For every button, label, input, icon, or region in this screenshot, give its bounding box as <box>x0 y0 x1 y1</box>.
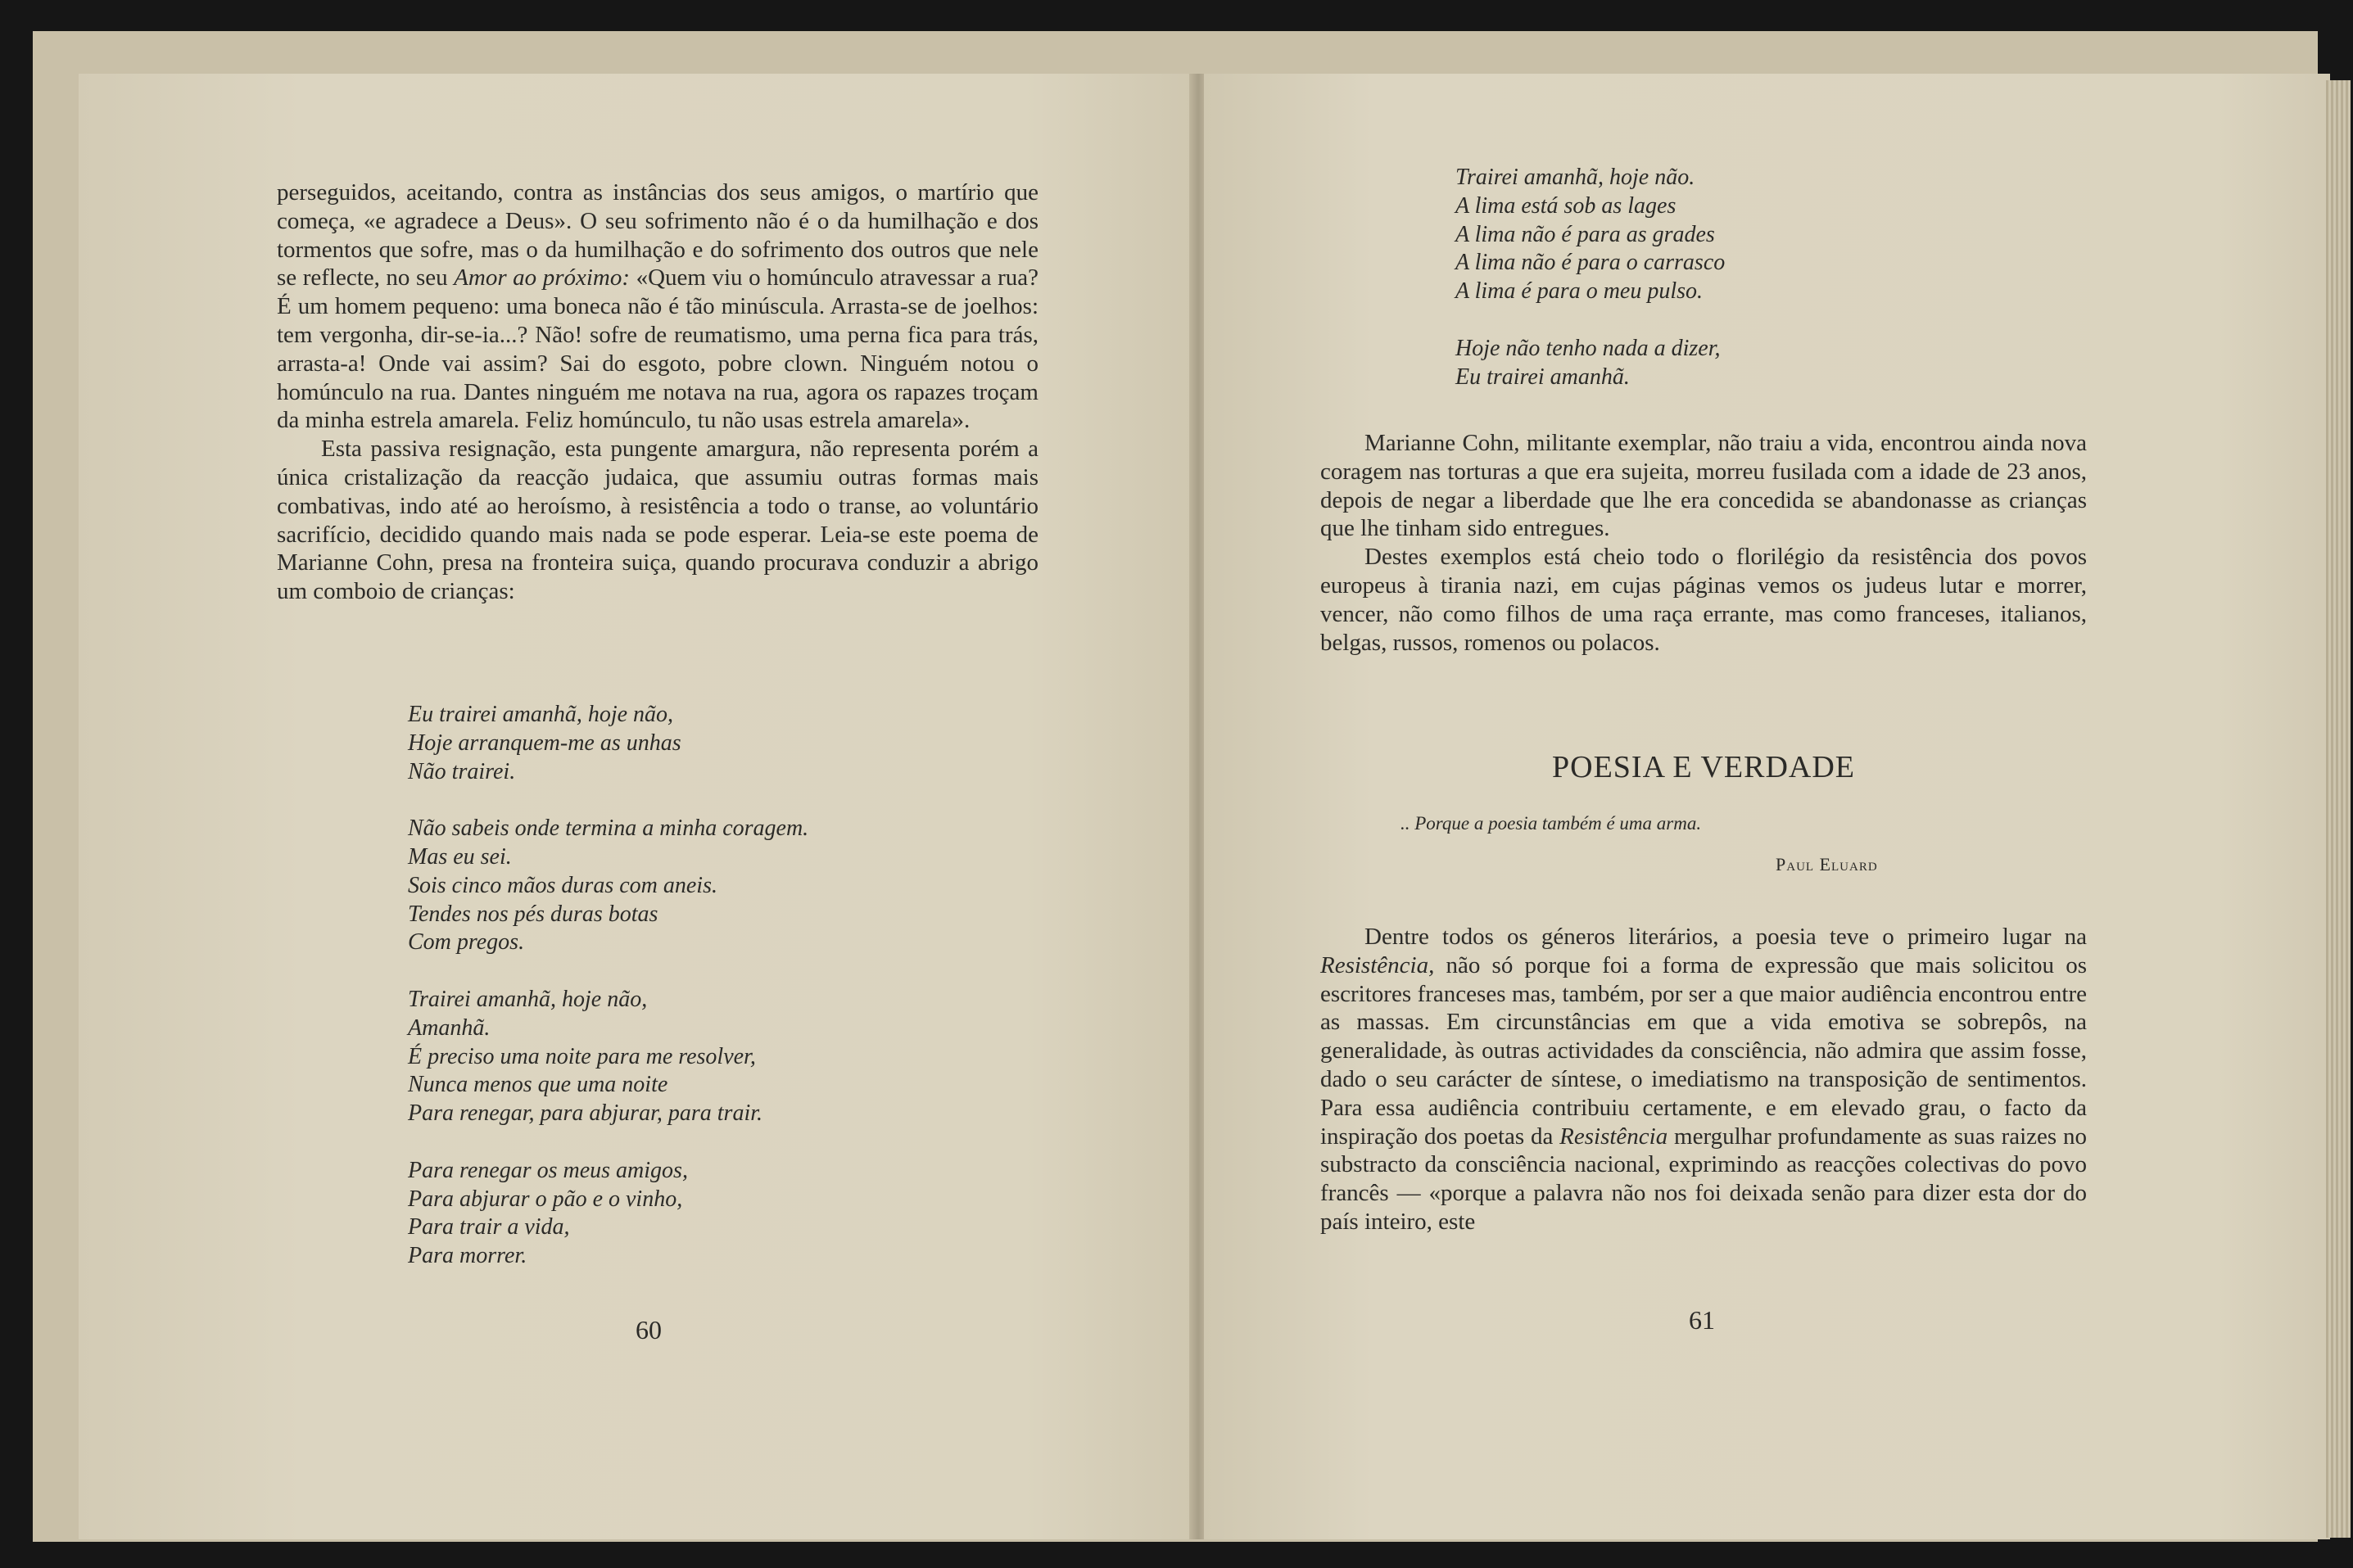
page-edges <box>2326 80 2351 1538</box>
verse-line: Não sabeis onde termina a minha coragem. <box>408 816 809 842</box>
stanza <box>408 986 808 1128</box>
left-paragraph-1 <box>277 178 1038 435</box>
text-run: perseguidos, aceitando, contra as instâncias dos seus amigos, o martírio que começa, «e agradece a Deus». O seu sofrimento não é o da humilhação e dos tormentos que sofre, mas o da humilhação e do sofrimento dos outros que nele se reflecte, no seu <box>277 179 1038 291</box>
stanza <box>408 701 808 786</box>
verse-line: Eu trairei amanhã. <box>1455 364 1630 390</box>
left-paragraph-2: Esta passiva resignação, esta pungente amargura, não representa porém a única cristalização da reacção judaica, que assumiu outras formas mais combativas, indo até ao heroísmo, à resistência a todo o transe, ao voluntário sacrifício, decidido quando mais nada se pode esperar. Leia-se este poema de Marianne Cohn, presa na fronteira suiça, quando procurava conduzir a abrigo um comboio de crianças: <box>277 436 1038 605</box>
verse-line: Eu trairei amanhã, hoje não, <box>408 702 674 727</box>
verse-line: Para renegar, para abjurar, para trair. <box>408 1100 763 1127</box>
verse-line: A lima está sob as lages <box>1455 192 1677 219</box>
verse-line: Tendes nos pés duras botas <box>408 901 658 927</box>
left-poem <box>408 701 808 1299</box>
section-heading: POESIA E VERDADE <box>1552 750 1855 784</box>
verse-line: Trairei amanhã, hoje não, <box>408 986 648 1012</box>
verse-line: A lima não é para as grades <box>1455 221 1715 247</box>
italic-run: Resistência, <box>1320 951 1435 978</box>
stanza <box>408 1157 808 1271</box>
right-poem <box>1455 164 1725 420</box>
verse-line: Trairei amanhã, hoje não. <box>1455 165 1695 190</box>
verse-line: Hoje não tenho nada a dizer, <box>1455 335 1721 361</box>
right-paragraph-1: Marianne Cohn, militante exemplar, não traiu a vida, encontrou ainda nova coragem nas torturas a que era sujeita, morreu fusilada com a idade de 23 anos, depois de negar a liberdade que lhe era concedida se abandonasse as crianças que lhe tinham sido entregues. <box>1320 430 2087 542</box>
text-run: não só porque foi a forma de expressão que mais solicitou os escritores franceses mas, também, por ser a que maior audiência encontrou entre as massas. Em circunstâncias em que a vida emotiva se sobrepôs, na generalidade, às outras actividades da consciência, não admira que assim fosse, dado o seu carácter de síntese, o imediatismo na transposição de sentimentos. Para essa audiência contribuiu certamente, e em elevado grau, o facto da inspiração dos poetas da <box>1320 951 2087 1150</box>
verse-line: Para trair a vida, <box>408 1214 570 1240</box>
verse-line: Não trairei. <box>408 758 516 784</box>
verse-line: Com pregos. <box>408 929 525 956</box>
text-run: mergulhar profundamente as suas raizes no substracto da consciência nacional, exprimindo as reacções colectivas do povo francês — «porque a palavra não nos foi deixada senão para dizer esta dor do país inteiro, este <box>1320 1123 2087 1235</box>
text-run: Dentre todos os géneros literários, a poesia teve o primeiro lugar na <box>1364 924 2087 950</box>
verse-line: Nunca menos que uma noite <box>408 1072 668 1098</box>
verse-line: A lima não é para o carrasco <box>1455 250 1726 276</box>
left-prose <box>277 178 1038 606</box>
right-paragraph-2: Destes exemplos está cheio todo o florilégio da resistência dos povos europeus à tirania nazi, em cujas páginas vemos os judeus lutar e morrer, vencer, não como filhos de uma raça errante, mas como franceses, italianos, belgas, russos, romenos ou polacos. <box>1320 544 2087 656</box>
verse-line: Para abjurar o pão e o vinho, <box>408 1186 683 1212</box>
page-number-right: 61 <box>1689 1305 1715 1335</box>
stanza <box>1455 164 1725 306</box>
page-number-left: 60 <box>636 1315 662 1344</box>
verse-line: Sois cinco mãos duras com aneis. <box>408 872 717 898</box>
verse-line: Para morrer. <box>408 1243 527 1269</box>
right-paragraph-3 <box>1320 923 2087 1236</box>
stanza <box>408 815 808 957</box>
text-run: «Quem viu o homúnculo atravessar a rua? É um homem pequeno: uma boneca não é tão minúscula. Arrasta-se de joelhos: tem vergonha, dir-se-ia...? Não! sofre de reumatismo, uma perna fica para trás, arrasta-a! Onde vai assim? Sai do esgoto, pobre clown. Ninguém notou o homúnculo na rua. Dantes ninguém me notava na rua, agora os rapazes troçam da minha estrela amarela. Feliz homúnculo, tu não usas estrela amarela». <box>277 264 1038 434</box>
italic-run: Resistência <box>1559 1123 1668 1150</box>
verse-line: É preciso uma noite para me resolver, <box>408 1043 756 1069</box>
right-prose-top <box>1320 429 2087 657</box>
epigraph-attribution: Paul Eluard <box>1776 854 1878 874</box>
verse-line: Para renegar os meus amigos, <box>408 1157 688 1183</box>
verse-line: A lima é para o meu pulso. <box>1455 278 1704 305</box>
right-page <box>1204 74 2330 1539</box>
right-prose-bottom <box>1320 923 2087 1236</box>
italic-run: Amor ao próximo: <box>454 264 631 291</box>
verse-line: Mas eu sei. <box>408 843 512 870</box>
verse-line: Amanhã. <box>408 1014 491 1041</box>
stanza <box>1455 335 1725 392</box>
epigraph: .. Porque a poesia também é uma arma. <box>1400 813 1702 834</box>
verse-line: Hoje arranquem-me as unhas <box>408 730 681 756</box>
